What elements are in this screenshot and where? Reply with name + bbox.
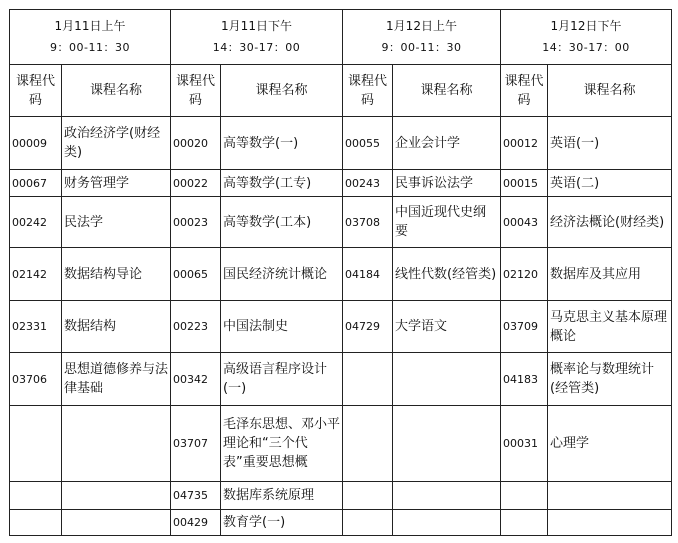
course-code-cell: 04183 — [501, 353, 548, 406]
course-name-cell: 心理学 — [548, 406, 672, 482]
column-label-row — [10, 65, 672, 117]
course-name-cell: 数据结构 — [62, 301, 171, 353]
course-code-cell: 00342 — [171, 353, 221, 406]
column-label-name: 课程名称 — [62, 65, 171, 117]
course-code-cell: 00065 — [171, 248, 221, 301]
course-name-cell — [393, 406, 501, 482]
course-name-cell: 高等数学(一) — [221, 117, 343, 170]
course-code-cell: 00031 — [501, 406, 548, 482]
course-code-cell — [501, 510, 548, 536]
course-code-cell: 00055 — [343, 117, 393, 170]
course-name-cell: 高级语言程序设计(一) — [221, 353, 343, 406]
course-name-cell — [393, 353, 501, 406]
course-code-cell: 04184 — [343, 248, 393, 301]
session-time: 14：30-17：00 — [212, 41, 301, 54]
course-code-cell: 03706 — [10, 353, 62, 406]
course-name-cell — [548, 482, 672, 510]
course-code-cell — [10, 482, 62, 510]
column-label-name: 课程名称 — [548, 65, 672, 117]
course-name-cell — [62, 482, 171, 510]
course-name-cell: 企业会计学 — [393, 117, 501, 170]
course-name-cell: 国民经济统计概论 — [221, 248, 343, 301]
course-name-cell — [393, 510, 501, 536]
course-name-cell: 中国近现代史纲要 — [393, 197, 501, 248]
column-label-name: 课程名称 — [393, 65, 501, 117]
table-row — [10, 170, 672, 197]
course-name-cell: 概率论与数理统计(经管类) — [548, 353, 672, 406]
session-header-1 — [10, 10, 171, 65]
session-time: 9：00-11：30 — [381, 41, 462, 54]
course-name-cell: 中国法制史 — [221, 301, 343, 353]
course-name-cell: 数据结构导论 — [62, 248, 171, 301]
course-name-cell: 民法学 — [62, 197, 171, 248]
table-row — [10, 353, 672, 406]
course-name-cell: 政治经济学(财经类) — [62, 117, 171, 170]
course-code-cell: 00023 — [171, 197, 221, 248]
column-label-code: 课程代码 — [171, 65, 221, 117]
table-row — [10, 482, 672, 510]
session-date: 1月12日上午 — [386, 19, 457, 33]
course-code-cell: 00067 — [10, 170, 62, 197]
course-code-cell: 00429 — [171, 510, 221, 536]
course-code-cell: 00043 — [501, 197, 548, 248]
session-header-4 — [501, 10, 672, 65]
session-header-2 — [171, 10, 343, 65]
course-code-cell: 04729 — [343, 301, 393, 353]
course-code-cell: 00015 — [501, 170, 548, 197]
course-name-cell: 民事诉讼法学 — [393, 170, 501, 197]
session-date: 1月11日上午 — [54, 19, 126, 33]
course-name-cell: 毛泽东思想、邓小平理论和“三个代表”重要思想概 — [221, 406, 343, 482]
course-name-cell — [548, 510, 672, 536]
course-code-cell — [343, 510, 393, 536]
session-date: 1月12日下午 — [550, 19, 622, 33]
column-label-code: 课程代码 — [501, 65, 548, 117]
column-label-code: 课程代码 — [10, 65, 62, 117]
course-code-cell — [10, 406, 62, 482]
course-name-cell — [393, 482, 501, 510]
course-code-cell: 00223 — [171, 301, 221, 353]
course-code-cell: 00012 — [501, 117, 548, 170]
course-name-cell: 财务管理学 — [62, 170, 171, 197]
table-row — [10, 510, 672, 536]
course-code-cell — [501, 482, 548, 510]
course-code-cell — [343, 353, 393, 406]
course-name-cell: 思想道德修养与法律基础 — [62, 353, 171, 406]
course-name-cell: 高等数学(工本) — [221, 197, 343, 248]
table-row — [10, 301, 672, 353]
course-name-cell: 经济法概论(财经类) — [548, 197, 672, 248]
course-code-cell: 00242 — [10, 197, 62, 248]
course-name-cell: 数据库系统原理 — [221, 482, 343, 510]
course-name-cell: 高等数学(工专) — [221, 170, 343, 197]
course-code-cell — [10, 510, 62, 536]
course-code-cell: 00243 — [343, 170, 393, 197]
course-name-cell: 马克思主义基本原理概论 — [548, 301, 672, 353]
course-code-cell: 00022 — [171, 170, 221, 197]
table-row — [10, 248, 672, 301]
course-code-cell: 03709 — [501, 301, 548, 353]
course-code-cell: 04735 — [171, 482, 221, 510]
course-code-cell: 00009 — [10, 117, 62, 170]
column-label-code: 课程代码 — [343, 65, 393, 117]
table-row — [10, 197, 672, 248]
course-code-cell: 03707 — [171, 406, 221, 482]
exam-schedule-table — [9, 9, 672, 536]
course-code-cell — [343, 406, 393, 482]
course-code-cell — [343, 482, 393, 510]
session-header-3 — [343, 10, 501, 65]
course-code-cell: 02331 — [10, 301, 62, 353]
course-name-cell: 教育学(一) — [221, 510, 343, 536]
session-time: 9：00-11：30 — [50, 41, 130, 54]
course-name-cell: 数据库及其应用 — [548, 248, 672, 301]
course-name-cell — [62, 406, 171, 482]
course-code-cell: 02120 — [501, 248, 548, 301]
table-row — [10, 406, 672, 482]
session-time: 14：30-17：00 — [542, 41, 630, 54]
course-name-cell: 线性代数(经管类) — [393, 248, 501, 301]
table-row — [10, 117, 672, 170]
course-name-cell: 大学语文 — [393, 301, 501, 353]
session-header-row — [10, 10, 672, 65]
course-name-cell: 英语(二) — [548, 170, 672, 197]
course-name-cell — [62, 510, 171, 536]
course-name-cell: 英语(一) — [548, 117, 672, 170]
session-date: 1月11日下午 — [221, 19, 292, 33]
course-code-cell: 00020 — [171, 117, 221, 170]
course-code-cell: 03708 — [343, 197, 393, 248]
column-label-name: 课程名称 — [221, 65, 343, 117]
course-code-cell: 02142 — [10, 248, 62, 301]
